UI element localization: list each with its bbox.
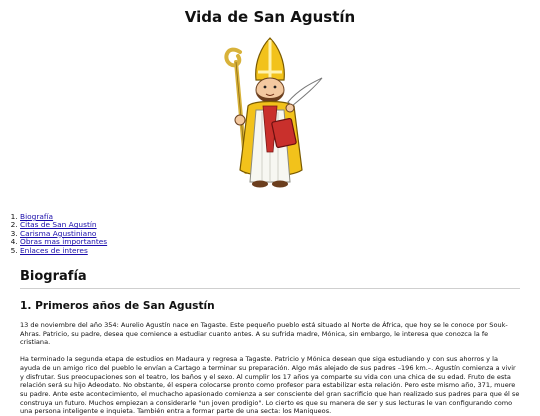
toc-item-biografia bbox=[20, 213, 540, 221]
table-of-contents bbox=[0, 213, 540, 255]
toc-link-obras[interactable]: Obras mas importantes bbox=[20, 237, 108, 247]
section-title-biografia: Biografía bbox=[20, 269, 520, 289]
toc-item-obras bbox=[20, 238, 540, 246]
subsection-title-primeros-anos: 1. Primeros años de San Agustín bbox=[20, 300, 215, 313]
paragraph-studies: Ha terminado la segunda etapa de estudios en Madaura y regresa a Tagaste. Patricio y Mónica desean que siga estudiando y con sus ahorros y la ayuda de un amigo rico del pueblo le envían a Cartago a terminar su preparación. Algo más alejado de sus padres –196 km.–. Agustín comienza a vivir y disfrutar. Sus preocupaciones son el teatro, los baños y el sexo. Al cumplir los 17 años ya comparte su vida con una chica de su edad. Fruto de esta relación será su hijo Adeodato. No obstante, él espera colocarse pronto como profesor para estabilizar esta relación. Pero este mismo año, 371, muere su padre. Ante este acontecimiento, el muchacho apasionado comienza a ser consciente del gran sacrificio que han realizado sus padres para que él se construya un futuro. Muchos empiezan a considerarle "un joven prodigio". Lo cierto es que su manera de ser y sus lecturas le van configurando como una persona inteligente e inquieta. También entra a formar parte de una secta: los Maniqueos. bbox=[20, 355, 520, 416]
saint-augustine-illustration bbox=[210, 32, 330, 197]
toc-item-citas bbox=[20, 221, 540, 229]
toc-link-citas[interactable]: Citas de San Agustín bbox=[20, 220, 97, 230]
paragraph-birth: 13 de noviembre del año 354: Aurelio Agustín nace en Tagaste. Este pequeño pueblo está situado al Norte de África, que hoy se le conoce por Souk-Ahras. Patricio, su padre, desea que comience a estudiar cuanto antes. A su sufrida madre, Mónica, sin embargo, le interesa que conozca la fe cristiana. bbox=[20, 321, 508, 347]
toc-link-biografia[interactable]: Biografía bbox=[20, 212, 54, 221]
toc-link-carisma[interactable]: Carisma Agustiniano bbox=[20, 228, 97, 238]
toc-link-enlaces[interactable]: Enlaces de interes bbox=[20, 245, 88, 255]
page-title: Vida de San Agustín bbox=[184, 8, 356, 26]
toc-item-enlaces bbox=[20, 247, 540, 255]
